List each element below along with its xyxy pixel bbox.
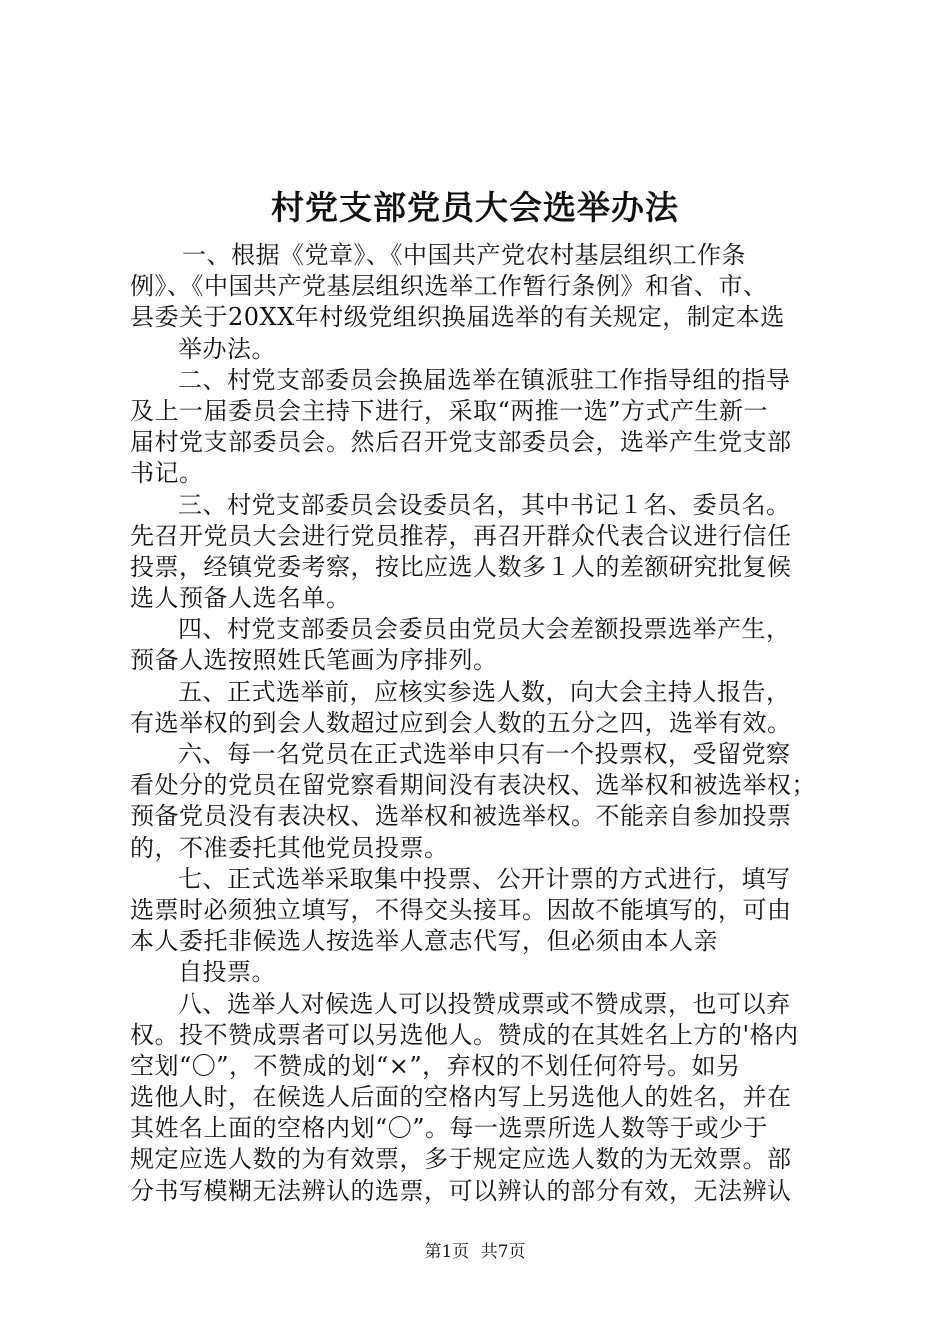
body-line-22: 选票时必须独立填写，不得交头接耳。因故不能填写的，可由 (130, 895, 792, 924)
body-line-4: 举办法。 (178, 334, 276, 363)
body-line-15: 五、正式选举前，应核实参选人数，向大会主持人报告， (178, 677, 791, 706)
body-line-12: 选人预备人选名单。 (130, 584, 351, 613)
body-line-16: 有选举权的到会人数超过应到会人数的五分之四，选举有效。 (130, 708, 792, 737)
body-line-9: 三、村党支部委员会设委员名，其中书记１名、委员名。 (178, 490, 791, 519)
page-total: 共7页 (480, 1242, 526, 1262)
body-line-6: 及上一届委员会主持下进行，采取“两推一选”方式产生新一 (130, 396, 769, 425)
body-line-18: 看处分的党员在留党察看期间没有表决权、选举权和被选举权； (130, 771, 816, 800)
body-line-13: 四、村党支部委员会委员由党员大会差额投票选举产生， (178, 615, 791, 644)
body-line-2: 例》、《中国共产党基层组织选举工作暂行条例》和省、市、 (130, 272, 768, 301)
body-line-26: 权。投不赞成票者可以另选他人。赞成的在其姓名上方的'格内 (130, 1020, 799, 1049)
body-line-11: 投票，经镇党委考察，按比应选人数多１人的差额研究批复候 (130, 552, 792, 581)
page-footer (0, 1240, 950, 1264)
body-line-8: 书记。 (130, 459, 204, 488)
body-line-24: 自投票。 (178, 958, 276, 987)
body-line-3: 县委关于20XX年村级党组织换届选举的有关规定，制定本选 (130, 303, 785, 332)
document-title: 村党支部党员大会选举办法 (271, 188, 679, 227)
body-line-29: 其姓名上面的空格内划“〇”。每一选票所选人数等于或少于 (130, 1114, 769, 1143)
body-line-1: 一、根据《党章》、《中国共产党农村基层组织工作条 (182, 241, 746, 269)
body-line-30: 规定应选人数的为有效票，多于规定应选人数的为无效票。部 (130, 1145, 792, 1174)
body-line-5: 二、村党支部委员会换届选举在镇派驻工作指导组的指导 (178, 365, 791, 394)
document-body (130, 240, 830, 1207)
page-number: 第1页 (424, 1242, 470, 1262)
body-line-21: 七、正式选举采取集中投票、公开计票的方式进行，填写 (178, 864, 791, 893)
body-line-23: 本人委托非候选人按选举人意志代写，但必须由本人亲 (130, 927, 718, 956)
body-line-31: 分书写模糊无法辨认的选票，可以辨认的部分有效，无法辨认 (130, 1176, 792, 1205)
body-line-28: 选他人时，在候选人后面的空格内写上另选他人的姓名，并在 (130, 1083, 792, 1112)
body-line-20: 的，不准委托其他党员投票。 (130, 833, 449, 862)
body-line-7: 届村党支部委员会。然后召开党支部委员会，选举产生党支部 (130, 428, 792, 457)
body-line-10: 先召开党员大会进行党员推荐，再召开群众代表合议进行信任 (130, 521, 792, 550)
body-line-14: 预备人选按照姓氏笔画为序排列。 (130, 646, 498, 675)
body-line-19: 预备党员没有表决权、选举权和被选举权。不能亲自参加投票 (130, 802, 792, 831)
body-line-17: 六、每一名党员在正式选举申只有一个投票权，受留党察 (178, 740, 791, 768)
body-line-25: 八、选举人对候选人可以投赞成票或不赞成票，也可以弃 (178, 989, 791, 1018)
body-line-27: 空划“〇”，不赞成的划“×”，弃权的不划任何符号。如另 (130, 1051, 741, 1080)
